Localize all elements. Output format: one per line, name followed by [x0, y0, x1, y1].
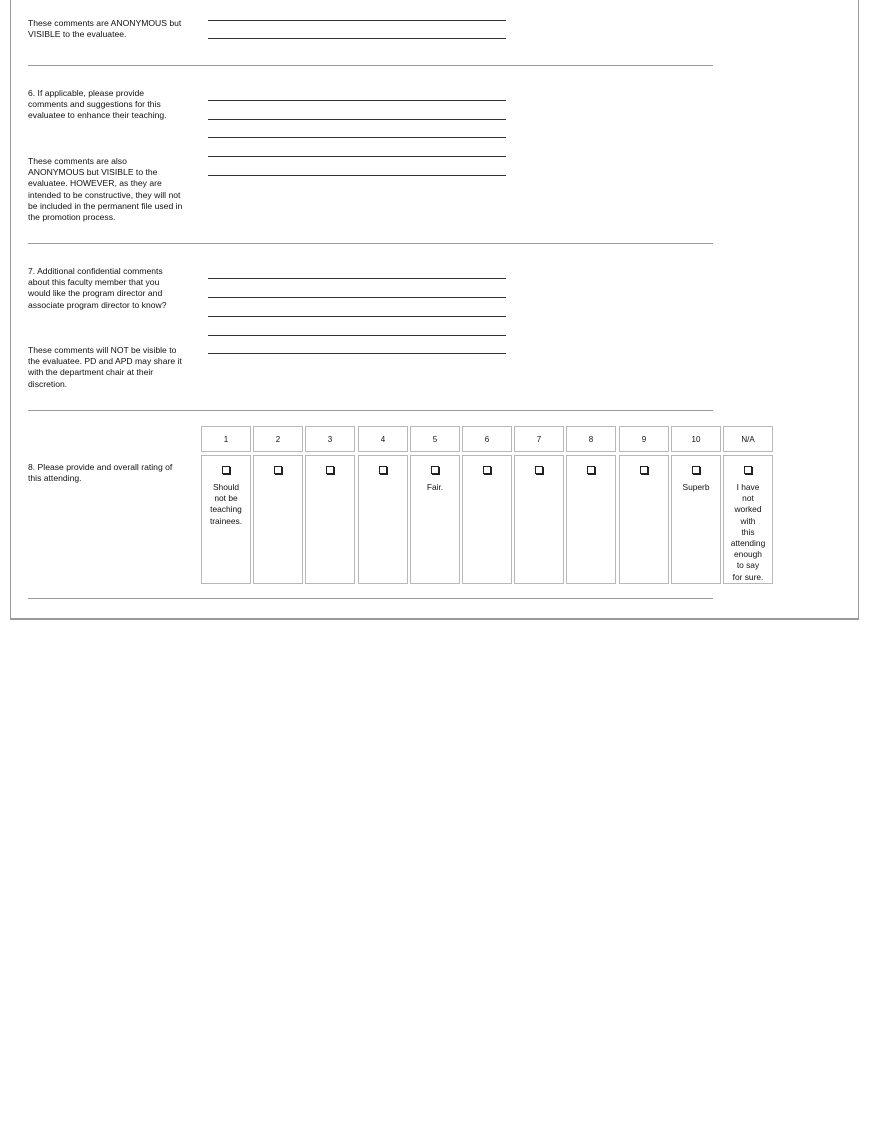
- rating-option[interactable]: [410, 455, 460, 584]
- rating-header: 7: [514, 426, 564, 452]
- section7-question: 7. Additional confidential comments about this faculty member that you would like the program director and associate program director to know?: [28, 266, 167, 310]
- rating-label: Should not be teaching trainees.: [209, 482, 243, 526]
- rating-header: 8: [566, 426, 616, 452]
- rating-header: 1: [201, 426, 251, 452]
- comment-line[interactable]: [208, 156, 506, 157]
- rating-checkbox[interactable]: [640, 466, 648, 474]
- section-divider: [28, 598, 713, 599]
- comment-line[interactable]: [208, 353, 506, 354]
- rating-checkbox[interactable]: [692, 466, 700, 474]
- rating-option[interactable]: [305, 455, 355, 584]
- rating-option[interactable]: [253, 455, 303, 584]
- rating-option[interactable]: [201, 455, 251, 584]
- rating-checkbox[interactable]: [744, 466, 752, 474]
- rating-checkbox[interactable]: [326, 466, 334, 474]
- rating-option[interactable]: [723, 455, 773, 584]
- rating-checkbox[interactable]: [379, 466, 387, 474]
- rating-header: N/A: [723, 426, 773, 452]
- rating-header: 4: [358, 426, 408, 452]
- comment-line[interactable]: [208, 100, 506, 101]
- section8-question: 8. Please provide and overall rating of this attending.: [28, 462, 173, 484]
- rating-label: Superb: [682, 482, 710, 492]
- comment-line[interactable]: [208, 316, 506, 317]
- rating-label: Fair.: [426, 482, 444, 492]
- rating-checkbox[interactable]: [431, 466, 439, 474]
- comment-line[interactable]: [208, 137, 506, 138]
- rating-checkbox[interactable]: [222, 466, 230, 474]
- rating-checkbox[interactable]: [483, 466, 491, 474]
- rating-option[interactable]: [514, 455, 564, 584]
- section6-question: 6. If applicable, please provide comments and suggestions for this evaluatee to enhance their teaching.: [28, 88, 167, 121]
- comment-line[interactable]: [208, 38, 506, 39]
- rating-option[interactable]: [358, 455, 408, 584]
- rating-header: 6: [462, 426, 512, 452]
- comment-line[interactable]: [208, 119, 506, 120]
- comment-line[interactable]: [208, 278, 506, 279]
- section7-note: These comments will NOT be visible to the evaluatee. PD and APD may share it with the department chair at their discretion.: [28, 345, 182, 389]
- rating-checkbox[interactable]: [535, 466, 543, 474]
- rating-option[interactable]: [462, 455, 512, 584]
- rating-checkbox[interactable]: [274, 466, 282, 474]
- rating-option[interactable]: [619, 455, 669, 584]
- rating-header: 5: [410, 426, 460, 452]
- rating-header: 10: [671, 426, 721, 452]
- rating-header: 2: [253, 426, 303, 452]
- rating-header: 9: [619, 426, 669, 452]
- rating-header: 3: [305, 426, 355, 452]
- section-divider: [28, 243, 713, 244]
- rating-option[interactable]: [671, 455, 721, 584]
- section-divider: [28, 410, 713, 411]
- section5-note: These comments are ANONYMOUS but VISIBLE to the evaluatee.: [28, 18, 182, 40]
- comment-line[interactable]: [208, 175, 506, 176]
- rating-option[interactable]: [566, 455, 616, 584]
- rating-checkbox[interactable]: [587, 466, 595, 474]
- comment-line[interactable]: [208, 297, 506, 298]
- comment-line[interactable]: [208, 20, 506, 21]
- comment-line[interactable]: [208, 335, 506, 336]
- section6-note: These comments are also ANONYMOUS but VISIBLE to the evaluatee. HOWEVER, as they are intended to be constructive, they will not be included in the permanent file used in the promotion process.: [28, 156, 183, 223]
- rating-label: I have not worked with this attending enough to say for sure.: [730, 482, 766, 582]
- section-divider: [28, 65, 713, 66]
